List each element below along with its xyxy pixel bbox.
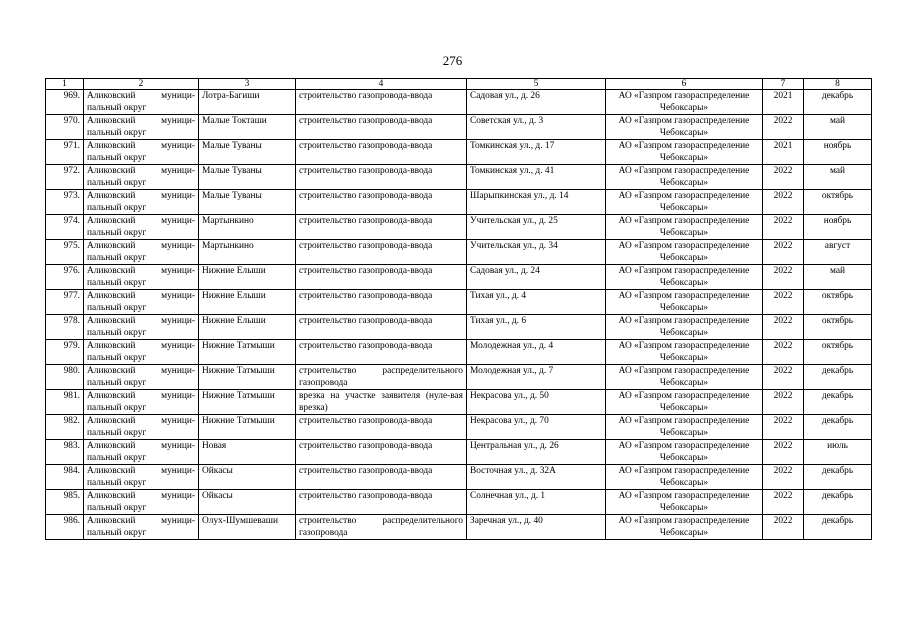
organization-cell: АО «Газпром газораспределение Чебоксары» — [606, 490, 763, 515]
settlement-cell: Малые Туваны — [199, 140, 296, 165]
table-body — [46, 90, 872, 540]
district-cell: Аликовский муници-пальный округ — [84, 215, 199, 240]
address-cell: Некрасова ул., д. 70 — [467, 415, 606, 440]
settlement-cell: Малые Туваны — [199, 190, 296, 215]
year-cell: 2022 — [763, 290, 804, 315]
settlement-cell: Нижние Елыши — [199, 315, 296, 340]
year-cell: 2022 — [763, 315, 804, 340]
year-cell: 2022 — [763, 215, 804, 240]
work-type-cell: строительство газопровода-ввода — [296, 115, 467, 140]
work-type-cell: строительство газопровода-ввода — [296, 315, 467, 340]
column-header: 3 — [199, 79, 296, 90]
address-cell: Тихая ул., д. 6 — [467, 315, 606, 340]
table-row — [46, 415, 872, 440]
year-cell: 2022 — [763, 240, 804, 265]
work-type-cell: строительство газопровода-ввода — [296, 490, 467, 515]
address-cell: Восточная ул., д. 32А — [467, 465, 606, 490]
address-cell: Томкинская ул., д. 41 — [467, 165, 606, 190]
page-number: 276 — [442, 53, 463, 68]
organization-cell: АО «Газпром газораспределение Чебоксары» — [606, 215, 763, 240]
district-cell: Аликовский муници-пальный округ — [84, 465, 199, 490]
row-number-cell: 981. — [46, 390, 84, 415]
settlement-cell: Нижние Татмыши — [199, 365, 296, 390]
district-cell: Аликовский муници-пальный округ — [84, 490, 199, 515]
year-cell: 2022 — [763, 115, 804, 140]
organization-cell: АО «Газпром газораспределение Чебоксары» — [606, 115, 763, 140]
table-row — [46, 515, 872, 540]
district-cell: Аликовский муници-пальный округ — [84, 115, 199, 140]
district-cell: Аликовский муници-пальный округ — [84, 315, 199, 340]
month-cell: декабрь — [804, 490, 872, 515]
year-cell: 2022 — [763, 465, 804, 490]
year-cell: 2022 — [763, 515, 804, 540]
district-cell: Аликовский муници-пальный округ — [84, 140, 199, 165]
organization-cell: АО «Газпром газораспределение Чебоксары» — [606, 390, 763, 415]
year-cell: 2021 — [763, 90, 804, 115]
address-cell: Томкинская ул., д. 17 — [467, 140, 606, 165]
district-cell: Аликовский муници-пальный округ — [84, 265, 199, 290]
table-row — [46, 315, 872, 340]
address-cell: Тихая ул., д. 4 — [467, 290, 606, 315]
table-row — [46, 340, 872, 365]
table-row — [46, 390, 872, 415]
year-cell: 2022 — [763, 365, 804, 390]
row-number-cell: 985. — [46, 490, 84, 515]
district-cell: Аликовский муници-пальный округ — [84, 340, 199, 365]
district-cell: Аликовский муници-пальный округ — [84, 415, 199, 440]
row-number-cell: 974. — [46, 215, 84, 240]
work-type-cell: строительство газопровода-ввода — [296, 440, 467, 465]
organization-cell: АО «Газпром газораспределение Чебоксары» — [606, 415, 763, 440]
work-type-cell: строительство газопровода-ввода — [296, 215, 467, 240]
district-cell: Аликовский муници-пальный округ — [84, 440, 199, 465]
settlement-cell: Ойкасы — [199, 465, 296, 490]
year-cell: 2022 — [763, 165, 804, 190]
district-cell: Аликовский муници-пальный округ — [84, 165, 199, 190]
address-cell: Заречная ул., д. 40 — [467, 515, 606, 540]
address-cell: Учительская ул., д. 34 — [467, 240, 606, 265]
month-cell: октябрь — [804, 290, 872, 315]
address-cell: Молодежная ул., д. 7 — [467, 365, 606, 390]
row-number-cell: 979. — [46, 340, 84, 365]
organization-cell: АО «Газпром газораспределение Чебоксары» — [606, 290, 763, 315]
table-row — [46, 465, 872, 490]
organization-cell: АО «Газпром газораспределение Чебоксары» — [606, 190, 763, 215]
table-row — [46, 215, 872, 240]
settlement-cell: Малые Токташи — [199, 115, 296, 140]
address-cell: Солнечная ул., д. 1 — [467, 490, 606, 515]
column-header: 8 — [804, 79, 872, 90]
address-cell: Советская ул., д. 3 — [467, 115, 606, 140]
row-number-cell: 970. — [46, 115, 84, 140]
year-cell: 2022 — [763, 190, 804, 215]
work-type-cell: строительство газопровода-ввода — [296, 165, 467, 190]
year-cell: 2022 — [763, 390, 804, 415]
year-cell: 2022 — [763, 340, 804, 365]
row-number-cell: 977. — [46, 290, 84, 315]
organization-cell: АО «Газпром газораспределение Чебоксары» — [606, 315, 763, 340]
organization-cell: АО «Газпром газораспределение Чебоксары» — [606, 465, 763, 490]
month-cell: декабрь — [804, 390, 872, 415]
row-number-cell: 976. — [46, 265, 84, 290]
settlement-cell: Нижние Елыши — [199, 265, 296, 290]
row-number-cell: 978. — [46, 315, 84, 340]
settlement-cell: Новая — [199, 440, 296, 465]
work-type-cell: строительство газопровода-ввода — [296, 190, 467, 215]
table-row — [46, 490, 872, 515]
work-type-cell: строительство газопровода-ввода — [296, 265, 467, 290]
settlement-cell: Нижние Татмыши — [199, 415, 296, 440]
row-number-cell: 984. — [46, 465, 84, 490]
month-cell: декабрь — [804, 515, 872, 540]
gasification-schedule-table — [45, 78, 872, 540]
row-number-cell: 972. — [46, 165, 84, 190]
month-cell: декабрь — [804, 90, 872, 115]
district-cell: Аликовский муници-пальный округ — [84, 390, 199, 415]
table-row — [46, 115, 872, 140]
district-cell: Аликовский муници-пальный округ — [84, 365, 199, 390]
table-row — [46, 290, 872, 315]
organization-cell: АО «Газпром газораспределение Чебоксары» — [606, 90, 763, 115]
settlement-cell: Нижние Татмыши — [199, 390, 296, 415]
address-cell: Шарыпкинская ул., д. 14 — [467, 190, 606, 215]
district-cell: Аликовский муници-пальный округ — [84, 290, 199, 315]
table-row — [46, 190, 872, 215]
district-cell: Аликовский муници-пальный округ — [84, 90, 199, 115]
settlement-cell: Ойкасы — [199, 490, 296, 515]
organization-cell: АО «Газпром газораспределение Чебоксары» — [606, 240, 763, 265]
district-cell: Аликовский муници-пальный округ — [84, 240, 199, 265]
row-number-cell: 973. — [46, 190, 84, 215]
address-cell: Молодежная ул., д. 4 — [467, 340, 606, 365]
year-cell: 2022 — [763, 415, 804, 440]
work-type-cell: строительство газопровода-ввода — [296, 140, 467, 165]
organization-cell: АО «Газпром газораспределение Чебоксары» — [606, 165, 763, 190]
month-cell: май — [804, 165, 872, 190]
month-cell: май — [804, 115, 872, 140]
work-type-cell: строительство газопровода-ввода — [296, 90, 467, 115]
row-number-cell: 975. — [46, 240, 84, 265]
settlement-cell: Мартынкино — [199, 240, 296, 265]
column-header: 2 — [84, 79, 199, 90]
column-header: 1 — [46, 79, 84, 90]
column-header: 5 — [467, 79, 606, 90]
address-cell: Некрасова ул., д. 50 — [467, 390, 606, 415]
row-number-cell: 983. — [46, 440, 84, 465]
settlement-cell: Лотра-Багиши — [199, 90, 296, 115]
column-header: 7 — [763, 79, 804, 90]
address-cell: Центральная ул., д. 26 — [467, 440, 606, 465]
row-number-cell: 986. — [46, 515, 84, 540]
work-type-cell: строительство газопровода-ввода — [296, 415, 467, 440]
month-cell: июль — [804, 440, 872, 465]
column-number-row — [46, 79, 872, 90]
settlement-cell: Нижние Елыши — [199, 290, 296, 315]
work-type-cell: врезка на участке заявителя (нуле-вая врезка) — [296, 390, 467, 415]
address-cell: Садовая ул., д. 26 — [467, 90, 606, 115]
month-cell: ноябрь — [804, 215, 872, 240]
year-cell: 2022 — [763, 440, 804, 465]
organization-cell: АО «Газпром газораспределение Чебоксары» — [606, 515, 763, 540]
table-row — [46, 140, 872, 165]
year-cell: 2022 — [763, 265, 804, 290]
organization-cell: АО «Газпром газораспределение Чебоксары» — [606, 140, 763, 165]
address-cell: Садовая ул., д. 24 — [467, 265, 606, 290]
settlement-cell: Нижние Татмыши — [199, 340, 296, 365]
address-cell: Учительская ул., д. 25 — [467, 215, 606, 240]
settlement-cell: Малые Туваны — [199, 165, 296, 190]
work-type-cell: строительство газопровода-ввода — [296, 240, 467, 265]
work-type-cell: строительство газопровода-ввода — [296, 465, 467, 490]
row-number-cell: 971. — [46, 140, 84, 165]
row-number-cell: 980. — [46, 365, 84, 390]
table-row — [46, 265, 872, 290]
month-cell: декабрь — [804, 465, 872, 490]
work-type-cell: строительство газопровода-ввода — [296, 290, 467, 315]
district-cell: Аликовский муници-пальный округ — [84, 515, 199, 540]
month-cell: май — [804, 265, 872, 290]
month-cell: октябрь — [804, 315, 872, 340]
row-number-cell: 982. — [46, 415, 84, 440]
column-header: 6 — [606, 79, 763, 90]
table-row — [46, 365, 872, 390]
table-row — [46, 90, 872, 115]
settlement-cell: Олух-Шумшеваши — [199, 515, 296, 540]
settlement-cell: Мартынкино — [199, 215, 296, 240]
month-cell: декабрь — [804, 365, 872, 390]
year-cell: 2022 — [763, 490, 804, 515]
month-cell: октябрь — [804, 190, 872, 215]
organization-cell: АО «Газпром газораспределение Чебоксары» — [606, 365, 763, 390]
work-type-cell: строительство распределительного газопровода — [296, 365, 467, 390]
table-row — [46, 240, 872, 265]
month-cell: декабрь — [804, 415, 872, 440]
organization-cell: АО «Газпром газораспределение Чебоксары» — [606, 265, 763, 290]
organization-cell: АО «Газпром газораспределение Чебоксары» — [606, 340, 763, 365]
table-row — [46, 440, 872, 465]
month-cell: август — [804, 240, 872, 265]
table-row — [46, 165, 872, 190]
year-cell: 2021 — [763, 140, 804, 165]
row-number-cell: 969. — [46, 90, 84, 115]
district-cell: Аликовский муници-пальный округ — [84, 190, 199, 215]
work-type-cell: строительство распределительного газопровода — [296, 515, 467, 540]
month-cell: октябрь — [804, 340, 872, 365]
column-header: 4 — [296, 79, 467, 90]
month-cell: ноябрь — [804, 140, 872, 165]
work-type-cell: строительство газопровода-ввода — [296, 340, 467, 365]
organization-cell: АО «Газпром газораспределение Чебоксары» — [606, 440, 763, 465]
